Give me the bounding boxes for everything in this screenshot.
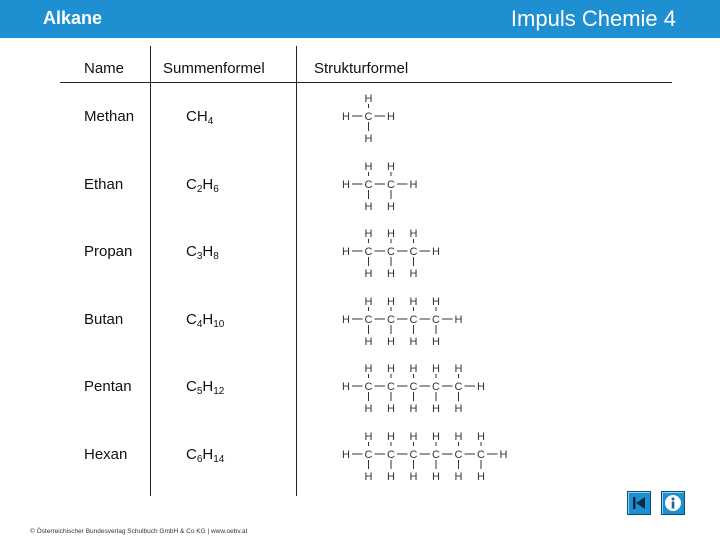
hydrogen-atom: H [409,179,418,191]
carbon-atom: C [454,449,463,461]
hydrogen-atom: H [364,363,373,375]
hydrogen-atom: H [364,336,373,348]
hydrogen-atom: H [342,179,350,191]
column-header-name: Name [84,60,125,77]
row-name: Ethan [84,176,124,193]
row-formula [186,446,224,465]
row-formula [186,108,213,127]
row-formula [186,311,224,330]
row-formula [186,176,219,195]
hydrogen-atom: H [409,296,418,308]
slide-title: Alkane [43,8,103,28]
hydrogen-atom: H [454,363,463,375]
info-icon [662,492,684,514]
hydrogen-atom: H [409,363,418,375]
formula-subscript: 6 [213,184,219,195]
hydrogen-atom: H [432,296,440,308]
hydrogen-atom: H [364,93,373,105]
formula-subscript: 14 [213,454,225,465]
carbon-atom: C [387,381,395,393]
formula-element: C [186,108,197,125]
carbon-atom: C [387,314,395,326]
formula-element: C [186,446,197,463]
column-header-formula: Summenformel [163,60,265,77]
formula-subscript: 3 [196,251,203,262]
formula-subscript: 4 [196,319,203,330]
hydrogen-atom: H [454,314,463,326]
row-name: Pentan [84,378,132,395]
hydrogen-atom: H [409,431,418,443]
hydrogen-atom: H [387,201,395,213]
formula-subscript: 2 [196,184,203,195]
formula-element: H [202,311,214,328]
row-formula [186,378,224,397]
hydrogen-atom: H [342,314,350,326]
hydrogen-atom: H [364,431,373,443]
carbon-atom: C [364,111,373,123]
hydrogen-atom: H [387,228,395,240]
hydrogen-atom: H [432,431,440,443]
carbon-atom: C [409,449,418,461]
carbon-atom: C [409,381,418,393]
row-name: Methan [84,108,135,125]
info-button[interactable] [661,491,685,515]
hydrogen-atom: H [342,381,350,393]
hydrogen-atom: H [387,296,395,308]
hydrogen-atom: H [432,403,440,415]
carbon-atom: C [432,381,440,393]
hydrogen-atom: H [409,403,418,415]
hydrogen-atom: H [364,403,373,415]
hydrogen-atom: H [387,363,395,375]
carbon-atom: C [387,179,395,191]
hydrogen-atom: H [454,431,463,443]
column-divider-1 [150,46,151,496]
formula-subscript: 4 [207,116,214,127]
row-name: Butan [84,311,124,328]
row-formula [186,243,219,262]
formula-subscript: 12 [213,386,225,397]
formula-element: C [186,176,197,193]
carbon-atom: C [454,381,463,393]
hydrogen-atom: H [477,471,485,483]
carbon-atom: C [387,449,395,461]
hydrogen-atom: H [387,336,395,348]
carbon-atom: C [387,246,395,258]
hydrogen-atom: H [409,336,418,348]
hydrogen-atom: H [477,431,485,443]
hydrogen-atom: H [364,161,373,173]
formula-subscript: 8 [213,251,219,262]
formula-element: H [202,176,214,193]
hydrogen-atom: H [364,228,373,240]
hydrogen-atom: H [387,161,395,173]
hydrogen-atom: H [499,449,508,461]
back-button[interactable] [627,491,651,515]
carbon-atom: C [364,179,373,191]
carbon-atom: C [477,449,485,461]
hydrogen-atom: H [364,296,373,308]
hydrogen-atom: H [454,471,463,483]
row-name: Hexan [84,446,128,463]
hydrogen-atom: H [342,111,350,123]
hydrogen-atom: H [432,471,440,483]
hydrogen-atom: H [387,268,395,280]
hydrogen-atom: H [342,449,350,461]
formula-element: H [202,378,214,395]
formula-element: H [202,243,214,260]
formula-subscript: 10 [213,319,225,330]
formula-element: C [186,311,197,328]
carbon-atom: C [364,314,373,326]
hydrogen-atom: H [364,133,373,145]
formula-subscript: 5 [196,386,203,397]
hydrogen-atom: H [364,471,373,483]
hydrogen-atom: H [387,403,395,415]
hydrogen-atom: H [342,246,350,258]
row-name: Propan [84,243,133,260]
hydrogen-atom: H [409,268,418,280]
hydrogen-atom: H [432,336,440,348]
header-bar [0,0,720,38]
structural-formulas [334,84,534,494]
carbon-atom: C [409,314,418,326]
hydrogen-atom: H [387,111,395,123]
hydrogen-atom: H [432,246,440,258]
carbon-atom: C [432,449,440,461]
formula-element: H [202,446,214,463]
book-title: Impuls Chemie 4 [510,6,676,31]
hydrogen-atom: H [409,471,418,483]
hydrogen-atom: H [409,228,418,240]
hydrogen-atom: H [454,403,463,415]
formula-subscript: 6 [196,454,203,465]
back-arrow-icon [628,492,650,514]
formula-element: H [196,108,208,125]
hydrogen-atom: H [364,268,373,280]
carbon-atom: C [409,246,418,258]
carbon-atom: C [364,381,373,393]
hydrogen-atom: H [387,431,395,443]
hydrogen-atom: H [477,381,485,393]
hydrogen-atom: H [364,201,373,213]
carbon-atom: C [364,246,373,258]
column-divider-2 [296,46,297,496]
formula-element: C [186,243,197,260]
copyright-footer: © Österreichischer Bundesverlag Schulbuch GmbH & Co KG | www.oebv.at [30,528,248,535]
column-header-structure: Strukturformel [314,60,409,77]
carbon-atom: C [364,449,373,461]
carbon-atom: C [432,314,440,326]
hydrogen-atom: H [432,363,440,375]
header-divider [60,82,672,83]
formula-element: C [186,378,197,395]
hydrogen-atom: H [387,471,395,483]
